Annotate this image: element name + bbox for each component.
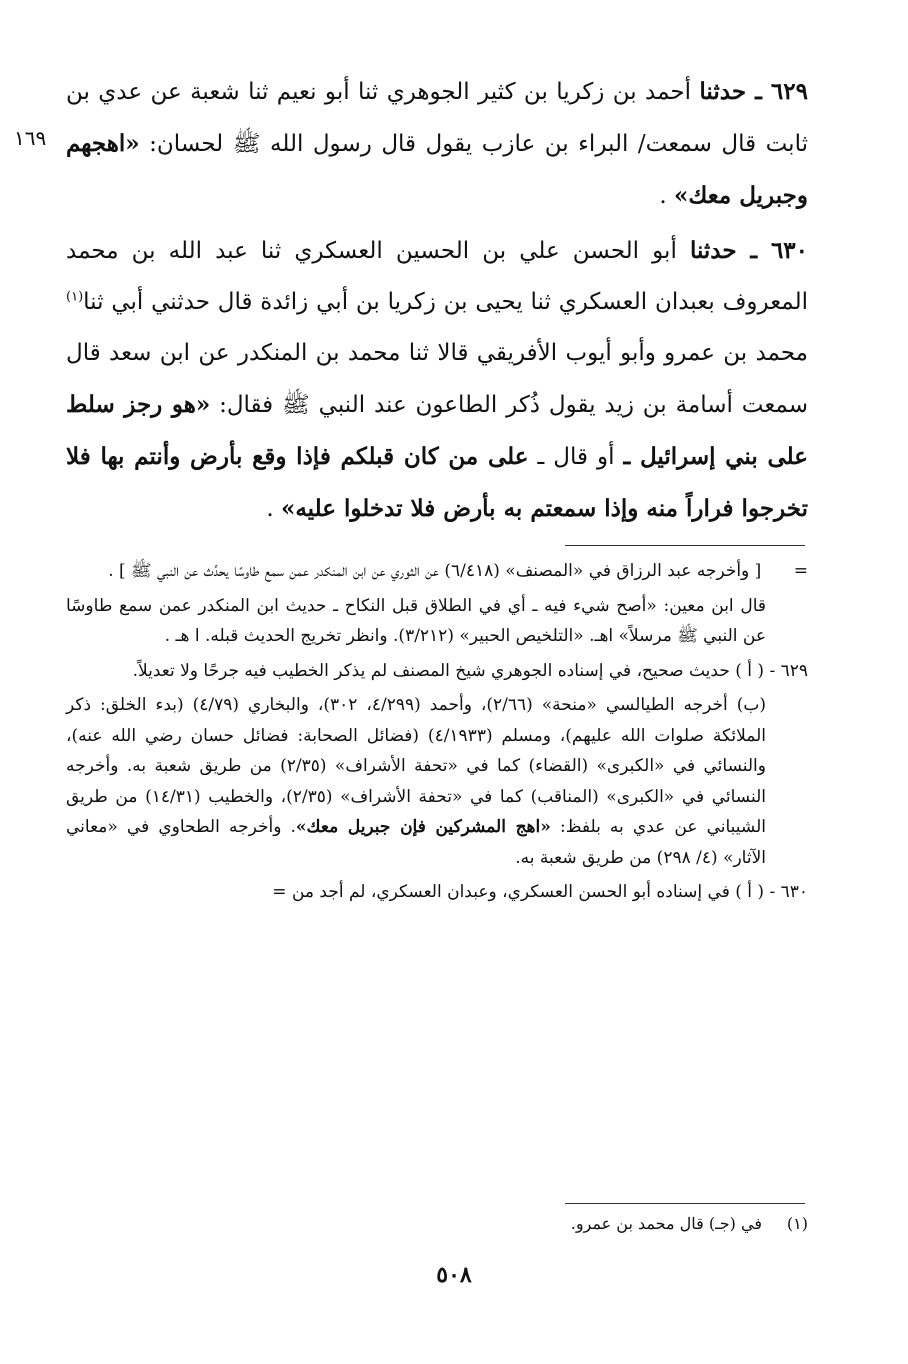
main-text [66,66,808,538]
hadith-629-label: ٦٢٩ ـ حدثنا [699,78,808,105]
margin-page-reference: ١٦٩ [14,126,47,150]
note-continuation [66,556,808,587]
continuation-text: [ وأخرجه عبد الرزاق في «المصنف» (٦/٤١٨) عن الثوري عن ابن المنكدر عمن سمع طاوسًا يحدِّث عن النبي ﷺ ] . [108,561,762,581]
hadith-630-quote-b: على من كان قبلكم فإذا وقع بأرض وأنتم بها فلا تخرجوا فراراً منه وإذا سمعتم به بأرض فلا تدخلوا عليه» [66,443,808,522]
footnote-divider [565,1203,805,1204]
note-629-a-text: ( أ ) حديث صحيح، في إسناده الجوهري شيخ المصنف لم يذكر الخطيب فيه جرحًا ولا تعديلاً. [132,660,770,681]
hadith-630-label: ٦٣٠ ـ حدثنا [689,237,808,264]
note-ibn-maeen: قال ابن معين: «أصح شيء فيه ـ أي في الطلاق قبل النكاح ـ حديث ابن المنكدر عمن سمع طاوسًا عن النبي ﷺ مرسلاً» اهـ. «التلخيص الحبير» (٣/٢١٢). وانظر تخريج الحديث قبله. ا هـ . [66,595,766,646]
hadith-630-text-a: أبو الحسن علي بن الحسين العسكري ثنا عبد الله بن محمد المعروف بعبدان العسكري ثنا يحيى بن زكريا بن أبي زائدة قال حدثني أبي ثنا [66,238,808,315]
footnote-number: (١) [786,1214,808,1233]
notes-divider [565,545,805,546]
note-630-a [66,877,808,908]
commentary-notes [66,556,808,912]
hadith-629-text: أحمد بن زكريا بن كثير الجوهري ثنا أبو نعيم ثنا شعبة عن عدي بن ثابت قال سمعت/ البراء بن عازب يقول قال رسول الله ﷺ لحسان: [66,79,808,157]
page-number: ٥٠٨ [436,1262,472,1288]
hadith-630-mid: أو قال ـ [528,444,624,470]
note-630-number: ٦٣٠ - [769,882,808,902]
continuation-marker: = [793,561,808,581]
hadith-630-end: . [266,496,281,522]
note-629-a [66,656,808,687]
hadith-630-text-b: محمد بن عمرو وأبو أيوب الأفريقي قالا ثنا محمد بن المنكدر عن ابن سعد قال سمعت أسامة بن زيد يقول ذُكر الطاعون عند النبي ﷺ فقال: [66,340,808,418]
footnote [66,1210,808,1238]
note-629-b [66,690,808,873]
hadith-629-quote: «اهجهم وجبريل معك» [66,130,808,209]
footnote-marker: (١) [66,289,84,305]
note-630-a-text: ( أ ) في إسناده أبو الحسن العسكري، وعبدان العسكري، لم أجد من = [272,882,770,902]
note-629-b-text: (ب) أخرجه الطيالسي «منحة» (٢/٦٦)، وأحمد (٤/٢٩٩، ٣٠٢)، والبخاري (٤/٧٩) (بدء الخلق: ذكر الملائكة صلوات الله عليهم)، ومسلم (٤/١٩٣٣) (فضائل الصحابة: فضائل حسان رضي الله عنه)، والنسائي في «الكبرى» (القضاء) كما في «تحفة الأشراف» (٢/٣٥) من طريق شعبة به. وأخرجه النسائي في «الكبرى» (المناقب) كما في «تحفة الأشراف» (٢/٣٥)، والخطيب (١٤/٣١) من طريق الشيباني عن عدي به بلفظ: [66,695,767,837]
note-629-b-post: . وأخرجه الطحاوي في «معاني الآثار» (٤/ ٢٩٨) من طريق شعبة به. [66,817,766,868]
note-629-b-quote: «اهج المشركين فإن جبريل معك» [295,817,551,837]
hadith-629 [66,66,808,222]
footnote-text: في (جـ) قال محمد بن عمرو. [570,1214,762,1233]
note-629-number: ٦٢٩ - [769,660,808,681]
hadith-630 [66,225,808,535]
hadith-630-quote-a: «هو رجز سلط على بني إسرائيل ـ [66,391,808,470]
hadith-629-end: . [659,183,675,209]
